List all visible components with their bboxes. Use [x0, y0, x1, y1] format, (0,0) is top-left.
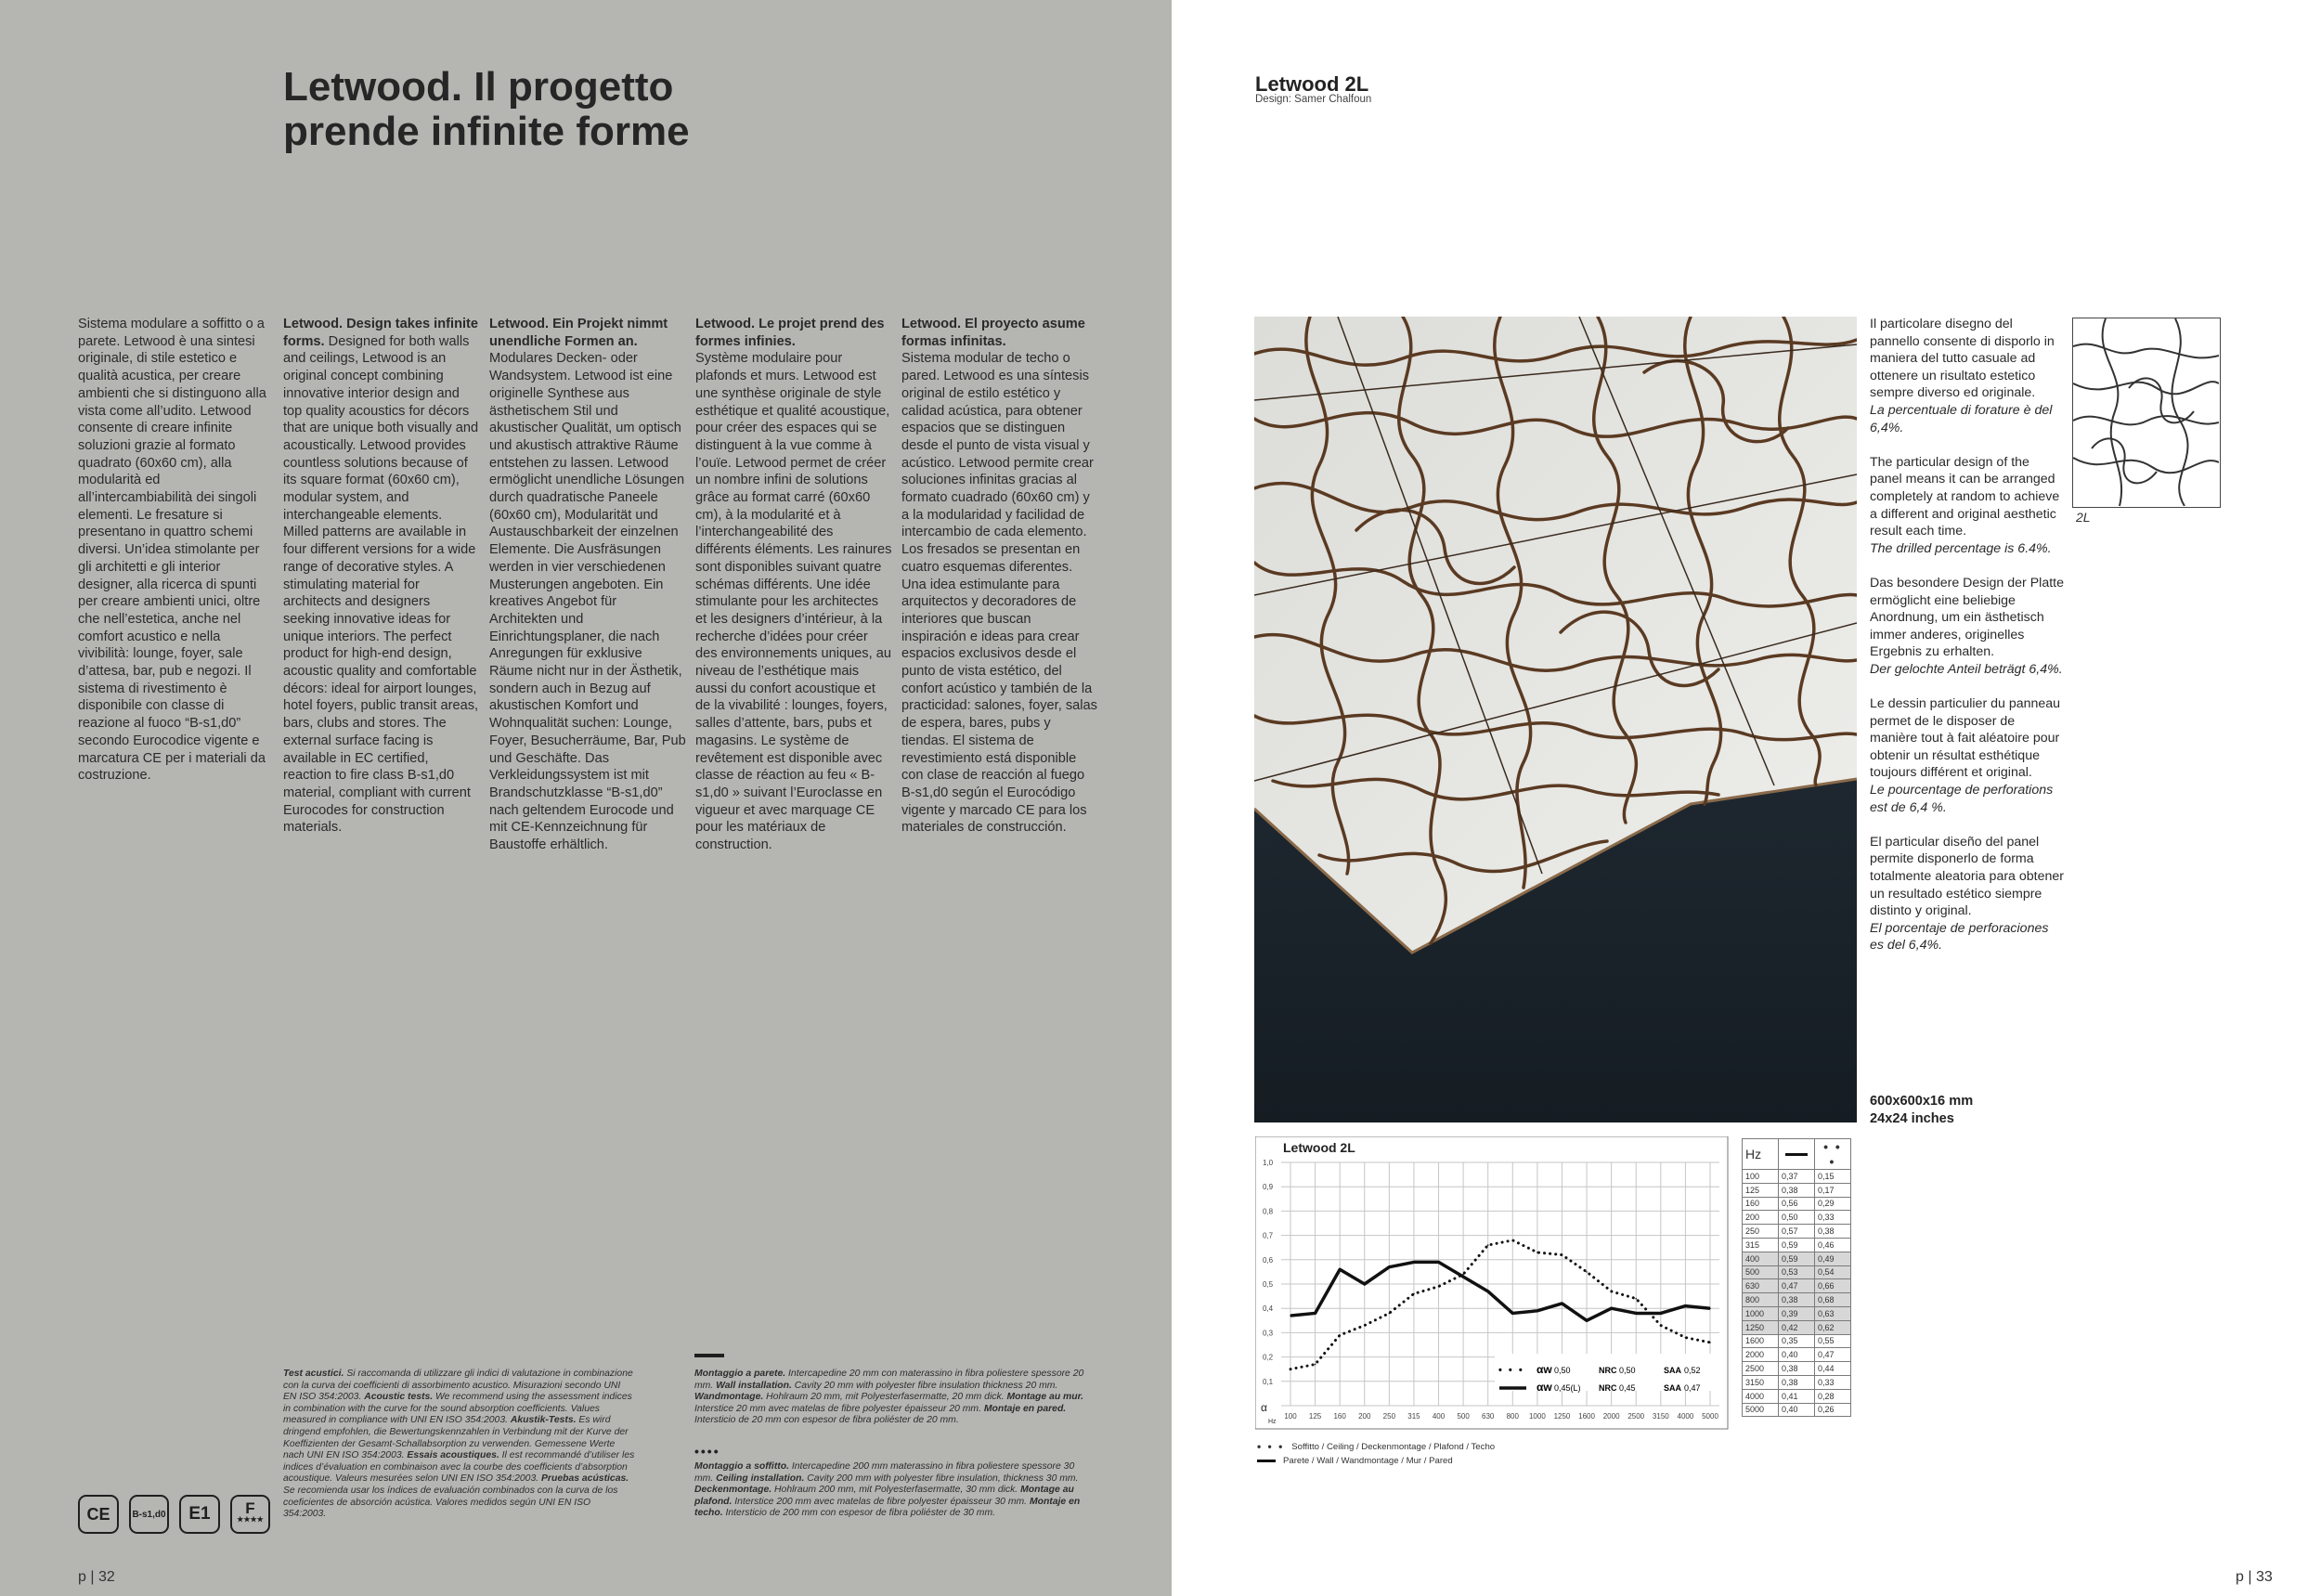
table-cell-wall: 0,41	[1779, 1389, 1815, 1403]
table-cell-hz: 100	[1743, 1170, 1779, 1184]
table-cell-wall: 0,59	[1779, 1238, 1815, 1252]
wall-data-point	[1339, 1268, 1341, 1270]
x-tick-label: 2000	[1602, 1412, 1620, 1421]
note-bold: Montage au plafond.	[694, 1485, 1074, 1507]
ceiling-data-point	[1537, 1252, 1538, 1253]
note-text: Intersticio de 200 mm con espesor de fibra poliéster de 30 mm.	[722, 1508, 995, 1519]
table-cell-hz: 160	[1743, 1197, 1779, 1211]
y-tick-label: 1,0	[1263, 1159, 1274, 1167]
x-tick-label: 4000	[1677, 1412, 1694, 1421]
table-cell-ceiling: 0,54	[1815, 1265, 1851, 1279]
table-cell-wall: 0,38	[1779, 1293, 1815, 1307]
column-french	[695, 316, 892, 854]
column-french-heading: Letwood. Le projet prend des formes infinies.	[695, 317, 885, 349]
alpha-w-ceiling-value: 0,50	[1554, 1366, 1571, 1375]
f-star-badge	[230, 1495, 270, 1534]
column-spanish-text: Sistema modular de techo o pared. Letwood es una síntesis original de estilo estético y calidad acústica, para obtener espacios que se distinguen desde el punto de vista visual y acústico. Letwood permite crear soluciones infinitas gracias al formato cuadrado (60x60 cm) y a la modularidad y facilidad de intercambio de cada elemento. Los fresados se presentan en cuatro esquemas diferentes. Una idea estimulante para arquitectos y decoradores de interiores que buscan inspiración e ideas para crear espacios exclusivos desde el punto de vista estético, del confort acústico y también de la practicidad: salones, foyer, salas de espera, bares, pubs y tiendas. El sistema de revestimiento está disponible con clase de reacción al fuego B-s1,d0 según el Eurocódigo vigente y marcado CE para los materiales de construcción.	[901, 351, 1097, 836]
table-cell-hz: 200	[1743, 1211, 1779, 1225]
table-cell-hz: 4000	[1743, 1389, 1779, 1403]
table-cell-wall: 0,35	[1779, 1334, 1815, 1348]
alpha-w-wall-value: 0,45(L)	[1554, 1383, 1581, 1393]
table-cell-ceiling: 0,29	[1815, 1197, 1851, 1211]
table-row	[1743, 1375, 1851, 1389]
desc-italic: Der gelochte Anteil beträgt 6,4%.	[1870, 661, 2063, 677]
ceiling-data-point	[1364, 1325, 1366, 1327]
thumbnail-label: 2L	[2076, 510, 2091, 525]
x-tick-label: 3150	[1652, 1412, 1669, 1421]
wall-data-point	[1487, 1291, 1489, 1292]
table-cell-hz: 1250	[1743, 1320, 1779, 1334]
wall-data-point	[1438, 1262, 1440, 1264]
x-tick-label: 125	[1308, 1412, 1322, 1421]
note-text: Interstice 200 mm avec matelas de fibre polyester épaisseur 30 mm.	[732, 1496, 1030, 1507]
saa-ceiling-label: SAA	[1664, 1366, 1682, 1375]
table-cell-wall: 0,47	[1779, 1279, 1815, 1293]
table-cell-hz: 400	[1743, 1252, 1779, 1265]
page-title	[283, 65, 803, 154]
table-cell-ceiling: 0,55	[1815, 1334, 1851, 1348]
table-cell-ceiling: 0,62	[1815, 1320, 1851, 1334]
ceiling-data-point	[1339, 1334, 1341, 1336]
wall-data-point	[1660, 1313, 1662, 1315]
note-bold: Wandmontage.	[694, 1392, 764, 1403]
column-english-text: Designed for both walls and ceilings, Letwood is an original concept combining innovative interior design and top quality acoustics for décors that are unique both visually and acoustically. Letwood provides countless solutions because of its square format (60x60 cm), modular system, and interchangeable elements. Milled patterns are available in four different versions for a wide range of decorative styles. A stimulating material for architects and designers seeking innovative ideas for unique interiors. The perfect product for high-end design, acoustic quality and comfortable décors: ideal for airport lounges, hotel foyers, public transit areas, bars, clubs and stores. The external surface facing is available in EC certified, reaction to fire class B-s1,d0 material, compliant with current Eurocodes for construction materials.	[283, 333, 479, 836]
note-bold: Essais acoustiques.	[407, 1450, 499, 1461]
table-cell-ceiling: 0,28	[1815, 1389, 1851, 1403]
table-cell-ceiling: 0,68	[1815, 1293, 1851, 1307]
desc-text: El particular diseño del panel permite disponerlo de forma totalmente aleatoria para obtener un resultado estético siempre distinto y original.	[1870, 834, 2065, 919]
x-tick-label: 160	[1333, 1412, 1346, 1421]
legend-ceiling	[1257, 1440, 1495, 1453]
wall-data-point	[1290, 1315, 1291, 1317]
table-cell-ceiling: 0,33	[1815, 1375, 1851, 1389]
table-cell-wall: 0,59	[1779, 1252, 1815, 1265]
table-row	[1743, 1279, 1851, 1293]
table-cell-ceiling: 0,47	[1815, 1348, 1851, 1362]
table-cell-hz: 3150	[1743, 1375, 1779, 1389]
x-tick-label: 500	[1457, 1412, 1470, 1421]
x-tick-label: 800	[1506, 1412, 1519, 1421]
note-bold: Test acustici.	[283, 1369, 344, 1379]
ceiling-data-point	[1511, 1239, 1513, 1241]
desc-text: Il particolare disegno del pannello consente di disporlo in maniera del tutto casuale ad ottenere un risultato estetico sempre diverso ed originale.	[1870, 317, 2055, 401]
dimensions	[1870, 1093, 1973, 1127]
wall-data-point	[1462, 1276, 1464, 1278]
x-tick-label: 200	[1358, 1412, 1371, 1421]
legend-ceiling-label: Soffitto / Ceiling / Deckenmontage / Plafond / Techo	[1291, 1441, 1496, 1452]
y-tick-label: 0,7	[1263, 1231, 1274, 1240]
y-tick-label: 0,8	[1263, 1207, 1274, 1216]
note-bold: Acoustic tests.	[364, 1392, 434, 1403]
table-cell-wall: 0,39	[1779, 1306, 1815, 1320]
note-text: Si raccomanda di utilizzare gli indici di valutazione in combinazione con la curva dei coefficienti di assorbimento acustico. Misurazioni secondo UNI EN ISO 354:2003.	[283, 1369, 633, 1403]
note-text: Hohlraum 20 mm, mit Polyesterfasermatte, 20 mm dick.	[763, 1392, 1007, 1403]
table-header-ceiling-icon: • • •	[1815, 1139, 1851, 1170]
y-tick-label: 0,3	[1263, 1329, 1274, 1338]
table-row	[1743, 1403, 1851, 1417]
legend-wall	[1257, 1456, 1453, 1466]
frequency-table	[1742, 1138, 1851, 1417]
table-cell-wall: 0,38	[1779, 1375, 1815, 1389]
table-cell-ceiling: 0,46	[1815, 1238, 1851, 1252]
saa-wall-value: 0,47	[1684, 1383, 1701, 1393]
wall-data-point	[1389, 1266, 1391, 1268]
column-german-heading: Letwood. Ein Projekt nimmt unendliche Formen an.	[489, 317, 668, 349]
table-row	[1743, 1252, 1851, 1265]
title-line-2: prende infinite forme	[283, 109, 690, 154]
table-row	[1743, 1306, 1851, 1320]
column-italian	[78, 316, 275, 785]
table-cell-wall: 0,38	[1779, 1362, 1815, 1376]
table-row	[1743, 1183, 1851, 1197]
desc-english	[1870, 454, 2065, 558]
ceiling-dots-symbol: ••••	[694, 1444, 720, 1459]
ceiling-data-point	[1315, 1364, 1316, 1366]
note-text: Hohlraum 200 mm, mit Polyesterfasermatte, 30 mm dick.	[772, 1485, 1021, 1496]
table-header-wall-icon	[1779, 1139, 1815, 1170]
table-row	[1743, 1348, 1851, 1362]
table-cell-hz: 5000	[1743, 1403, 1779, 1417]
table-cell-wall: 0,38	[1779, 1183, 1815, 1197]
desc-italic: Le pourcentage de perforations est de 6,4 %.	[1870, 783, 2054, 815]
table-cell-wall: 0,42	[1779, 1320, 1815, 1334]
x-tick-label: 2500	[1627, 1412, 1645, 1421]
table-cell-ceiling: 0,66	[1815, 1279, 1851, 1293]
table-row	[1743, 1211, 1851, 1225]
y-tick-label: 0,6	[1263, 1255, 1274, 1265]
table-cell-ceiling: 0,26	[1815, 1403, 1851, 1417]
table-cell-ceiling: 0,49	[1815, 1252, 1851, 1265]
legend-dots-icon: • • •	[1257, 1440, 1285, 1453]
table-cell-wall: 0,37	[1779, 1170, 1815, 1184]
column-italian-text: Sistema modulare a soffitto o a parete. Letwood è una sintesi originale, di stile estetico e qualità acustica, per creare ambienti che si distinguono alla vista come all’udito. Letwood consente di creare infinite soluzioni grazie al formato quadrato (60x60 cm), alla modularità ed all’intercambiabilità dei singoli elementi. Le fresature si presentano in quattro schemi diversi. Un’idea stimolante per gli architetti e gli interior designer, alla ricerca di spunti per creare ambienti unici, oltre che nell’estetica, anche nel comfort acustico e nella vivibilità: lounge, foyer, sale d’attesa, bar, pub e negozi. Il sistema di rivestimento è disponibile con classe di reazione al fuoco “B-s1,d0” secondo Eurocodice vigente e marcatura CE per i materiali da costruzione.	[78, 317, 266, 784]
desc-spanish	[1870, 834, 2065, 954]
nrc-wall-label: NRC	[1599, 1383, 1617, 1393]
desc-italic: The drilled percentage is 6.4%.	[1870, 540, 2052, 556]
ceiling-data-point	[1290, 1369, 1291, 1370]
desc-text: The particular design of the panel means it can be arranged completely at random to achieve a different and original aesthetic result each time.	[1870, 454, 2060, 539]
table-cell-ceiling: 0,38	[1815, 1225, 1851, 1239]
note-bold: Pruebas acústicas.	[541, 1473, 629, 1485]
acoustic-tests-note	[283, 1369, 636, 1521]
y-tick-label: 0,9	[1263, 1183, 1274, 1192]
note-text: Cavity 200 mm with polyester fibre insulation, thickness 30 mm.	[804, 1473, 1079, 1484]
x-tick-label: 1250	[1553, 1412, 1571, 1421]
wall-data-point	[1511, 1313, 1513, 1315]
desc-french	[1870, 695, 2065, 816]
x-tick-label: 400	[1432, 1412, 1446, 1421]
table-row	[1743, 1197, 1851, 1211]
note-text: Cavity 20 mm with polyester fibre insulation thickness 20 mm.	[791, 1380, 1058, 1391]
note-text: Es wird dringend empfohlen, die Bewertungskennzahlen in Verbindung mit der Kurve der Koeffizienten der Gesamt-Schallabsorption zu verwenden. Gemessene Werte nach UNI EN ISO 354:2003.	[283, 1415, 629, 1461]
table-cell-hz: 500	[1743, 1265, 1779, 1279]
table-row	[1743, 1362, 1851, 1376]
dims-metric: 600x600x16 mm	[1870, 1094, 1974, 1109]
column-spanish	[901, 316, 1098, 837]
alpha-w-ceiling-label: αw	[1537, 1363, 1552, 1376]
product-photo-illustration	[1254, 317, 1857, 1122]
ceiling-data-point	[1635, 1298, 1637, 1300]
table-row	[1743, 1293, 1851, 1307]
wall-data-point	[1364, 1283, 1366, 1285]
table-cell-wall: 0,40	[1779, 1348, 1815, 1362]
table-header-hz: Hz	[1743, 1139, 1779, 1170]
note-text: Intercapedine 200 mm materassino in fibra poliestere spessore 30 mm.	[694, 1461, 1075, 1484]
table-cell-hz: 1600	[1743, 1334, 1779, 1348]
legend-line-icon	[1257, 1460, 1276, 1462]
table-row	[1743, 1320, 1851, 1334]
note-bold: Ceiling installation.	[716, 1473, 805, 1484]
ceiling-data-point	[1438, 1286, 1440, 1288]
ceiling-dots-icon: • • •	[1498, 1365, 1524, 1376]
table-cell-hz: 1000	[1743, 1306, 1779, 1320]
y-tick-label: 0,1	[1263, 1377, 1274, 1386]
column-german-text: Modulares Decken- oder Wandsystem. Letwood ist eine originelle Synthese aus ästhetischem Stil und akustischer Qualität, um optisch und akustisch attraktive Räume entstehen zu lassen. Letwood ermöglicht unendliche Lösungen durch quadratische Paneele (60x60 cm), Modularität und Austauschbarkeit der einzelnen Elemente. Die Ausfräsungen werden in vier verschiedenen Musterungen angeboten. Ein kreatives Angebot für Architekten und Einrichtungsplaner, die nach Anregungen für exklusive Räume nicht nur in der Ästhetik, sondern auch in Bezug auf akustischen Komfort und Wohnqualität suchen: Lounge, Foyer, Besucherräume, Bar, Pub und Geschäfte. Das Verkleidungssystem ist mit Brandschutzklasse “B-s1,d0” nach geltendem Eurocode und mit CE-Kennzeichnung für Baustoffe erhältlich.	[489, 351, 686, 853]
absorption-chart	[1255, 1136, 1729, 1430]
y-tick-label: 0,2	[1263, 1353, 1274, 1362]
y-tick-label: 0,5	[1263, 1280, 1274, 1289]
note-bold: Akustik-Tests.	[510, 1415, 577, 1426]
x-tick-label: 100	[1284, 1412, 1297, 1421]
table-row	[1743, 1238, 1851, 1252]
note-bold: Montaggio a soffitto.	[694, 1461, 789, 1472]
table-cell-hz: 630	[1743, 1279, 1779, 1293]
f-star-letter: F	[245, 1499, 255, 1517]
desc-german	[1870, 575, 2065, 679]
wall-data-point	[1537, 1310, 1538, 1312]
pattern-thumbnail-drawing	[2073, 318, 2219, 506]
designer-credit: Design: Samer Chalfoun	[1255, 94, 1372, 105]
x-axis-label: Hz	[1268, 1419, 1277, 1425]
table-cell-ceiling: 0,63	[1815, 1306, 1851, 1320]
column-german	[489, 316, 686, 854]
desc-italic: La percentuale di forature è del 6,4%.	[1870, 402, 2053, 435]
desc-italic: El porcentaje de perforaciones es del 6,4%.	[1870, 920, 2049, 954]
x-tick-label: 315	[1407, 1412, 1420, 1421]
note-bold: Montaggio a parete.	[694, 1369, 786, 1379]
ceiling-data-point	[1709, 1342, 1711, 1343]
wall-data-point	[1611, 1307, 1613, 1309]
wall-data-point	[1685, 1305, 1687, 1307]
desc-italian	[1870, 316, 2065, 436]
table-cell-wall: 0,50	[1779, 1211, 1815, 1225]
x-tick-label: 1000	[1528, 1412, 1546, 1421]
title-line-1: Letwood. Il progetto	[283, 64, 674, 110]
table-cell-hz: 125	[1743, 1183, 1779, 1197]
note-bold: Deckenmontage.	[694, 1485, 772, 1496]
y-tick-label: 0,4	[1263, 1304, 1274, 1314]
note-text: Interstice 20 mm avec matelas de fibre polyester épaisseur 20 mm.	[694, 1403, 984, 1414]
table-row	[1743, 1265, 1851, 1279]
wall-line-symbol	[694, 1354, 724, 1357]
note-text: Intersticio de 20 mm con espesor de fibra poliéster de 20 mm.	[694, 1415, 959, 1426]
ceiling-installation-note	[694, 1461, 1094, 1520]
product-photo	[1254, 317, 1857, 1122]
table-row	[1743, 1334, 1851, 1348]
desc-text: Das besondere Design der Platte ermöglicht eine beliebige Anordnung, um ein ästhetisch immer anderes, originelles Ergebnis zu erhalten.	[1870, 575, 2064, 660]
note-text: Intercapedine 20 mm con materassino in fibra poliestere spessore 20 mm.	[694, 1369, 1084, 1391]
ceiling-data-point	[1389, 1313, 1391, 1315]
table-cell-wall: 0,56	[1779, 1197, 1815, 1211]
x-tick-label: 1600	[1578, 1412, 1595, 1421]
nrc-ceiling-label: NRC	[1599, 1366, 1617, 1375]
table-cell-hz: 800	[1743, 1293, 1779, 1307]
ceiling-data-point	[1660, 1325, 1662, 1327]
wall-installation-note	[694, 1369, 1094, 1427]
nrc-ceiling-value: 0,50	[1619, 1366, 1636, 1375]
table-row	[1743, 1170, 1851, 1184]
table-cell-hz: 2000	[1743, 1348, 1779, 1362]
page-number-right: p | 33	[2236, 1569, 2273, 1585]
alpha-w-wall-label: αw	[1537, 1381, 1552, 1394]
saa-wall-label: SAA	[1664, 1383, 1682, 1393]
table-cell-hz: 315	[1743, 1238, 1779, 1252]
table-cell-ceiling: 0,15	[1815, 1170, 1851, 1184]
e1-emission-badge: E1	[179, 1495, 220, 1534]
table-cell-ceiling: 0,17	[1815, 1183, 1851, 1197]
chart-stats-box	[1495, 1354, 1719, 1394]
ceiling-data-point	[1586, 1271, 1588, 1273]
product-title: Letwood 2L	[1255, 72, 1369, 96]
table-cell-wall: 0,57	[1779, 1225, 1815, 1239]
table-cell-wall: 0,53	[1779, 1265, 1815, 1279]
table-cell-hz: 250	[1743, 1225, 1779, 1239]
column-french-text: Système modulaire pour plafonds et murs. Letwood est une synthèse originale de style esthétique et qualité acoustique, pour créer des espaces qui se distinguent à la vue comme à l’ouïe. Letwood permet de créer un nombre infini de solutions grâce au format carré (60x60 cm), à la modularité et à l’interchangeabilité des différents éléments. Les rainures sont disponibles suivant quatre schémas différents. Une idée stimulante pour les architectes et les designers d’intérieur, à la recherche d’idées pour créer des environnements uniques, au niveau de l’esthétique mais aussi du confort acoustique et de la vivabilité : lounges, foyers, salles d’attente, bars, pubs et magasins. Le système de revêtement est disponible avec classe de réaction au feu « B-s1,d0 » suivant l’Euroclasse en vigueur et avec marquage CE pour les matériaux de construction.	[695, 351, 892, 853]
wall-data-point	[1586, 1320, 1588, 1322]
fire-class-badge: B-s1,d0	[129, 1495, 169, 1534]
note-bold: Montaje en pared.	[983, 1403, 1067, 1414]
note-bold: Montaje en techo.	[694, 1496, 1081, 1519]
table-header-row	[1743, 1139, 1851, 1170]
x-tick-label: 5000	[1702, 1412, 1718, 1421]
legend-wall-label: Parete / Wall / Wandmontage / Mur / Pared	[1283, 1456, 1453, 1466]
saa-ceiling-value: 0,52	[1684, 1366, 1701, 1375]
note-text: Il est recommandé d’utiliser les indices d’évaluation en combinaison avec la courbe des coefficients d’absorption acoustique. Valeurs mesurées selon UNI EN ISO 354:2003.	[283, 1450, 635, 1485]
ceiling-data-point	[1487, 1244, 1489, 1246]
ceiling-data-point	[1462, 1274, 1464, 1276]
ceiling-data-point	[1413, 1293, 1415, 1295]
table-cell-hz: 2500	[1743, 1362, 1779, 1376]
note-bold: Montage au mur.	[1006, 1392, 1083, 1403]
note-text: We recommend using the assessment indices in combination with the curve for the sound absorption coefficients. Values measured in compliance with UNI EN ISO 354:2003.	[283, 1392, 632, 1426]
wall-data-point	[1562, 1303, 1563, 1304]
x-tick-label: 250	[1382, 1412, 1396, 1421]
table-row	[1743, 1389, 1851, 1403]
star-icon: ★★★★	[237, 1515, 264, 1524]
nrc-wall-value: 0,45	[1619, 1383, 1636, 1393]
table-row	[1743, 1225, 1851, 1239]
table-cell-ceiling: 0,33	[1815, 1211, 1851, 1225]
y-axis-label: α	[1261, 1401, 1267, 1414]
desc-text: Le dessin particulier du panneau permet de le disposer de manière tout à fait aléatoire pour obtenir un résultat esthétique toujours différent et original.	[1870, 696, 2061, 781]
x-tick-label: 630	[1482, 1412, 1495, 1421]
table-cell-wall: 0,40	[1779, 1403, 1815, 1417]
dims-imperial: 24x24 inches	[1870, 1110, 1954, 1126]
wall-data-point	[1709, 1307, 1711, 1309]
ceiling-data-point	[1685, 1337, 1687, 1339]
column-spanish-heading: Letwood. El proyecto asume formas infinitas.	[901, 317, 1085, 349]
wall-data-point	[1635, 1313, 1637, 1315]
description-text	[1870, 316, 2065, 972]
wall-data-point	[1413, 1262, 1415, 1264]
note-bold: Wall installation.	[716, 1380, 792, 1391]
ceiling-data-point	[1562, 1254, 1563, 1256]
column-english	[283, 316, 480, 837]
table-cell-ceiling: 0,44	[1815, 1362, 1851, 1376]
column-english-heading: Letwood. Design takes infinite forms.	[283, 317, 479, 349]
page-number-left: p | 32	[78, 1569, 115, 1585]
chart-title: Letwood 2L	[1283, 1140, 1355, 1155]
note-text: Se recomienda usar los índices de evaluación combinados con la curva de los coeficientes de absorción acústica. Valores medidos según UNI EN ISO 354:2003.	[283, 1485, 618, 1520]
ce-mark-badge: CE	[78, 1495, 119, 1534]
ceiling-data-point	[1611, 1291, 1613, 1292]
pattern-thumbnail	[2072, 318, 2221, 508]
wall-data-point	[1315, 1313, 1316, 1315]
